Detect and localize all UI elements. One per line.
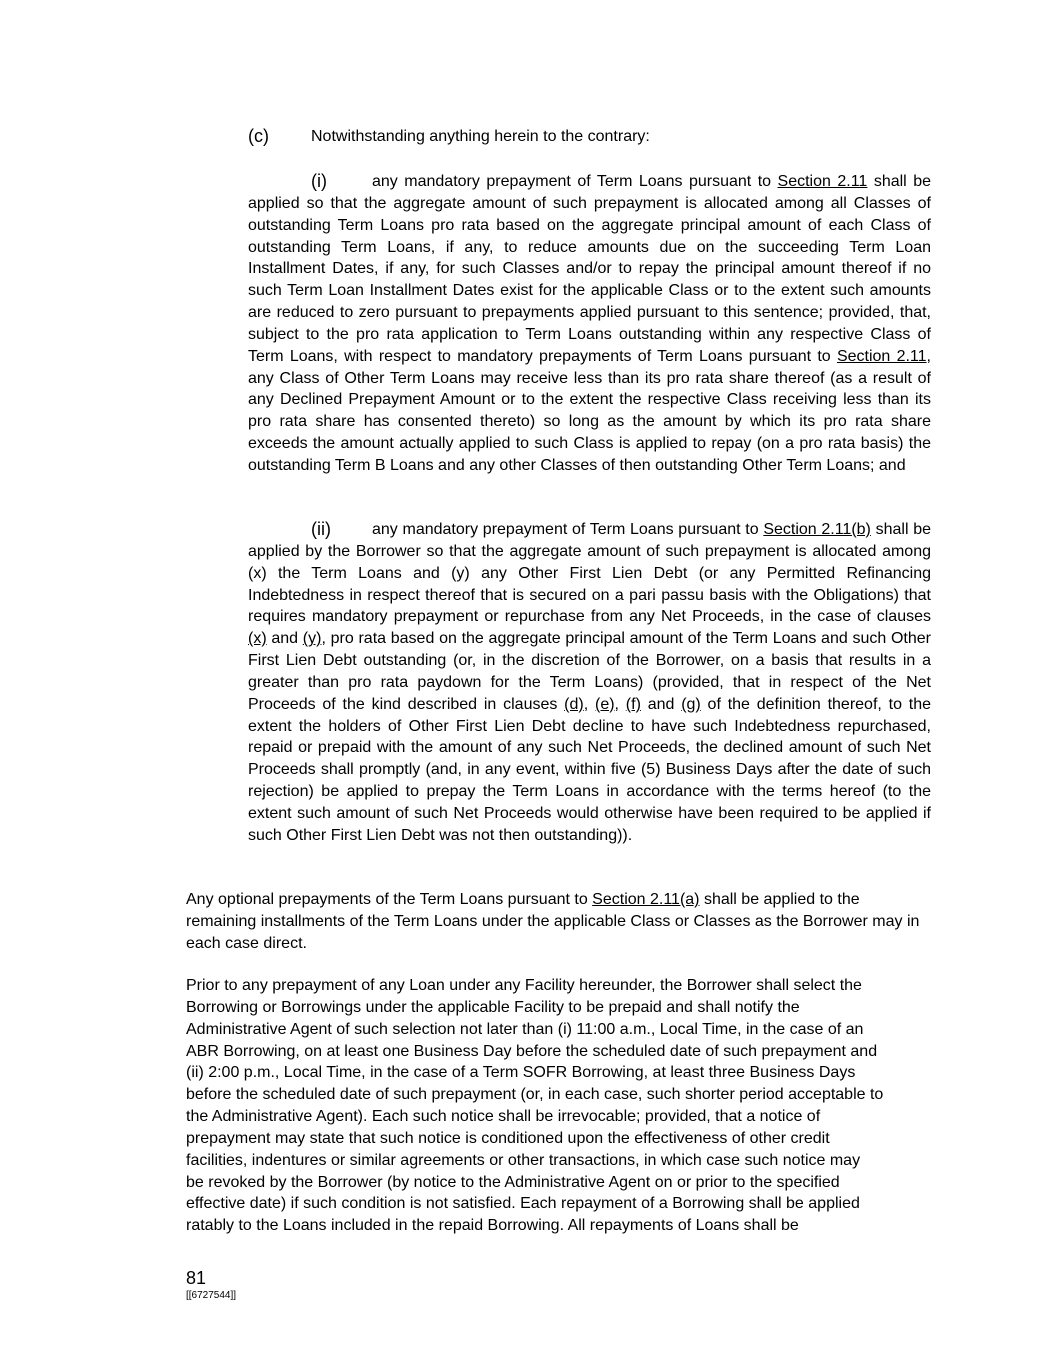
section-2-11a-reference: Section 2.11(a) <box>592 891 700 908</box>
clause-ii-text-6: , <box>614 695 626 713</box>
clause-ii-text-4: , pro rata based on the aggregate principal amount of the Term Loans and such Other First Lien Debt outstanding (or, in the discretion of the Borrower, on a basis that results in a greater than pro rata paydown for the Term Loans) (provided, that in respect of the Net Proceeds of the kind described in clauses <box>248 630 931 713</box>
paragraph-line: (ii) 2:00 p.m., Local Time, in the case of a Term SOFR Borrowing, at least three Business Days <box>186 1064 856 1081</box>
paragraph-line: Administrative Agent of such selection not later than (i) 11:00 a.m., Local Time, in the case of an <box>186 1021 864 1038</box>
clause-ii-text-8: of the definition thereof, to the extent the holders of Other First Lien Debt decline to have such Indebtedness repurchased, repaid or prepaid with the amount of any such Net Proceeds, the declined amount of such Net Proceeds shall promptly (and, in any event, within five (5) Business Days after the date of such rejection) be applied to prepay the Term Loans in accordance with the terms hereof (to the extent such amount of such Net Proceeds would otherwise have been required to be applied if such Other First Lien Debt was not then outstanding)). <box>248 695 932 844</box>
paragraph-line: before the scheduled date of such prepayment (or, in each case, such shorter period acceptable to <box>186 1086 884 1103</box>
clause-g-reference: (g) <box>681 695 701 713</box>
clause-f-reference: (f) <box>625 695 641 713</box>
clause-i-text-3: , any Class of Other Term Loans may receive less than its pro rata share thereof (as a result of any Declined Prepayment Amount or to the extent the respective Class receiving less than its pro rata share has consented thereto) so long as the amount by which its pro rata share exceeds the amount actually applied to such Class is applied to repay (on a pro rata basis) the outstanding Term B Loans and any other Classes of then outstanding Other Term Loans; and <box>248 347 931 474</box>
paragraph-line: prepayment may state that such notice is conditioned upon the effectiveness of other credit <box>186 1130 830 1147</box>
paragraph-line: effective date) if such condition is not satisfied. Each repayment of a Borrowing shall be applied <box>186 1195 860 1212</box>
page-number: 81 <box>186 1268 207 1288</box>
clause-i-paragraph <box>248 171 931 477</box>
section-2-11-reference: Section 2.11 <box>777 173 868 190</box>
clause-ii-label: (ii) <box>311 519 331 539</box>
optional-text-1: Any optional prepayments of the Term Loans pursuant to <box>186 891 593 908</box>
clause-ii-text-3: and <box>266 630 303 648</box>
clause-ii-paragraph <box>248 519 931 847</box>
section-2-11-reference: Section 2.11 <box>836 347 927 365</box>
clause-x-reference: (x) <box>248 630 267 648</box>
clause-e-reference: (e) <box>594 695 615 713</box>
clause-i-text-2: shall be applied so that the aggregate amount of such prepayment is allocated among all Classes of outstanding Term Loans pro rata based on the aggregate principal amount of each Class of outstanding Term Loans, if any, to reduce amounts due on the succeeding Term Loan Installment Dates, if any, for such Classes and/or to repay the principal amount thereof if no such Term Loan Installment Dates exist for the applicable Class or to the extent such amounts are reduced to zero pursuant to prepayments applied pursuant to this sentence; provided, that, subject to the pro rata application to Term Loans outstanding within any respective Class of Term Loans, with respect to mandatory prepayments of Term Loans pursuant to <box>248 173 932 365</box>
paragraph-line: Prior to any prepayment of any Loan under any Facility hereunder, the Borrower shall select the <box>186 977 862 994</box>
paragraph-line: be revoked by the Borrower (by notice to the Administrative Agent on or prior to the specified <box>186 1174 840 1191</box>
document-id: [[6727544]] <box>186 1290 237 1301</box>
clause-ii-text-7: and <box>640 695 682 713</box>
clause-i-label: (i) <box>311 171 327 191</box>
clause-ii-text-5: , <box>583 695 595 713</box>
clause-ii-text-2: shall be applied by the Borrower so that the aggregate amount of such prepayment is allocated among (x) the Term Loans and (y) any Other First Lien Debt (or any Permitted Refinancing Indebtedness in respect thereof that is secured on a pari passu basis with the Obligations) that requires mandatory prepayment or repurchase from any Net Proceeds, in the case of clauses <box>248 521 931 626</box>
section-2-11b-reference: Section 2.11(b) <box>763 521 871 538</box>
clause-d-reference: (d) <box>564 695 584 713</box>
optional-prepayments-paragraph <box>186 889 931 955</box>
clause-y-reference: (y) <box>302 630 322 648</box>
section-c-label: (c) <box>248 126 269 146</box>
paragraph-line: the Administrative Agent). Each such notice shall be irrevocable; provided, that a notice of <box>186 1108 821 1125</box>
clause-ii-text-1: any mandatory prepayment of Term Loans pursuant to <box>372 521 764 538</box>
optional-text-2: shall be applied to the remaining installments of the Term Loans under the applicable Class or Classes as the Borrower may in each case direct. <box>186 891 920 952</box>
paragraph-line: facilities, indentures or similar agreements or other transactions, in which case such notice may <box>186 1152 861 1169</box>
paragraph-line: ratably to the Loans included in the repaid Borrowing. All repayments of Loans shall be <box>186 1217 799 1234</box>
paragraph-line: Borrowing or Borrowings under the applicable Facility to be prepaid and shall notify the <box>186 999 800 1016</box>
clause-i-text-1: any mandatory prepayment of Term Loans pursuant to <box>372 173 778 190</box>
paragraph-line: ABR Borrowing, on at least one Business Day before the scheduled date of such prepayment and <box>186 1043 878 1060</box>
section-c-heading: Notwithstanding anything herein to the contrary: <box>311 128 650 145</box>
